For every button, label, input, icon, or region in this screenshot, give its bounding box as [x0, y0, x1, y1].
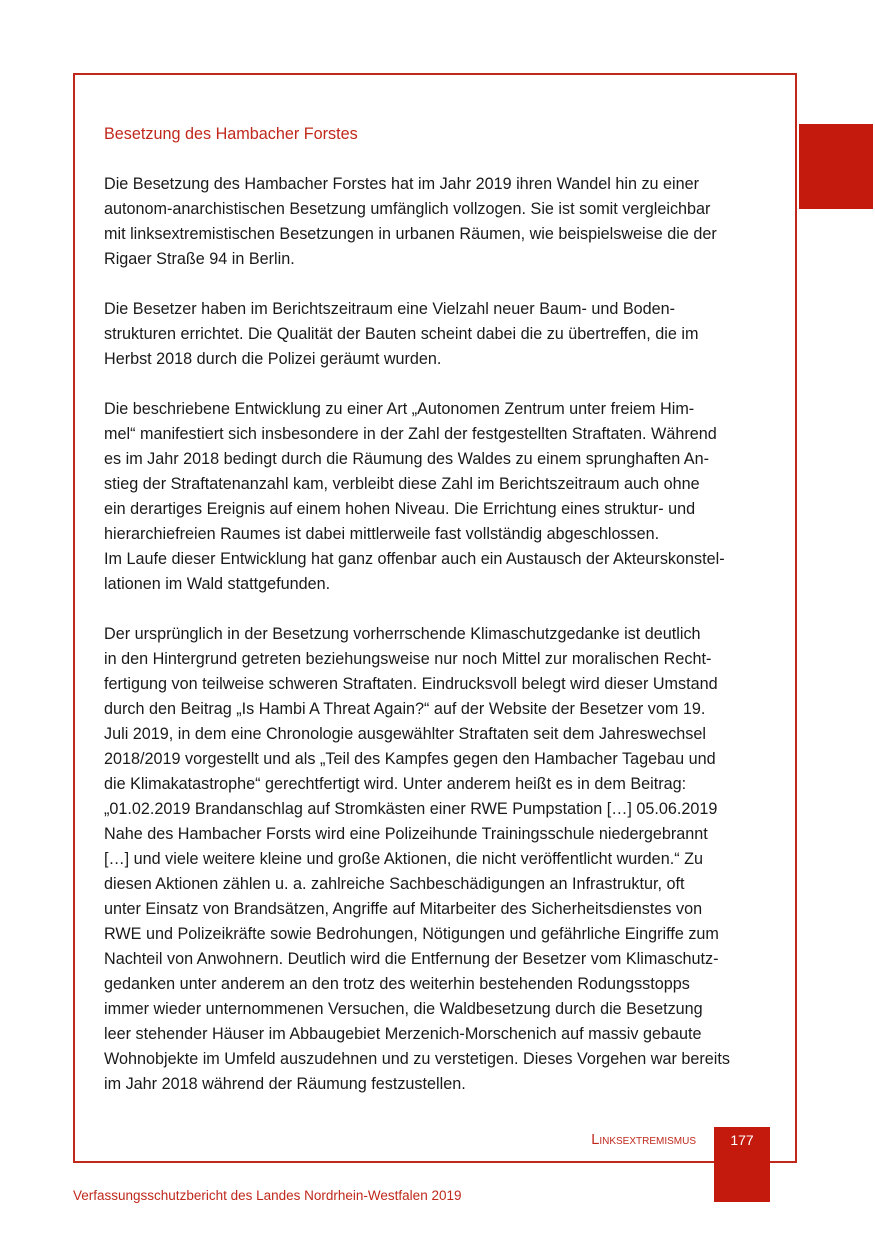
paragraph-3	[104, 397, 774, 597]
text-line: im Jahr 2018 während der Räumung festzustellen.	[104, 1075, 466, 1093]
text-line: in den Hintergrund getreten beziehungsweise nur noch Mittel zur moralischen Recht-	[104, 650, 712, 668]
paragraph-4	[104, 622, 774, 1097]
paragraph-2	[104, 297, 774, 372]
text-line: ein derartiges Ereignis auf einem hohen Niveau. Die Errichtung eines struktur- und	[104, 500, 696, 518]
text-line: strukturen errichtet. Die Qualität der Bauten scheint dabei die zu übertreffen, die im	[104, 325, 699, 343]
text-line: „01.02.2019 Brandanschlag auf Stromkästen einer RWE Pumpstation […] 05.06.2019	[104, 800, 718, 818]
text-line: fertigung von teilweise schweren Straftaten. Eindrucksvoll belegt wird dieser Umstand	[104, 675, 718, 693]
page-number: 177	[730, 1132, 754, 1148]
text-line: immer wieder unternommenen Versuchen, die Waldbesetzung durch die Besetzung	[104, 1000, 703, 1018]
main-content	[104, 122, 774, 1097]
text-line: Im Laufe dieser Entwicklung hat ganz offenbar auch ein Austausch der Akteurskonstel-	[104, 550, 725, 568]
text-line: Wohnobjekte im Umfeld auszudehnen und zu verstetigen. Dieses Vorgehen war bereits	[104, 1050, 730, 1068]
text-line: diesen Aktionen zählen u. a. zahlreiche Sachbeschädigungen an Infrastruktur, oft	[104, 875, 685, 893]
footer-section-label: Linksextremismus	[591, 1132, 696, 1148]
text-line: […] und viele weitere kleine und große Aktionen, die nicht veröffentlicht wurden.“ Zu	[104, 850, 703, 868]
text-line: stieg der Straftatenanzahl kam, verbleibt diese Zahl im Berichtszeitraum auch ohne	[104, 475, 700, 493]
text-line: hierarchiefreien Raumes ist dabei mittlerweile fast vollständig abgeschlossen.	[104, 525, 660, 543]
section-title: Besetzung des Hambacher Forstes	[104, 125, 358, 143]
text-line: Nachteil von Anwohnern. Deutlich wird die Entfernung der Besetzer vom Klimaschutz-	[104, 950, 719, 968]
text-line: mit linksextremistischen Besetzungen in urbanen Räumen, wie beispielsweise die der	[104, 225, 717, 243]
text-line: Nahe des Hambacher Forsts wird eine Polizeihunde Trainingsschule niedergebrannt	[104, 825, 708, 843]
text-line: lationen im Wald stattgefunden.	[104, 575, 331, 593]
text-line: Rigaer Straße 94 in Berlin.	[104, 250, 295, 268]
text-line: mel“ manifestiert sich insbesondere in der Zahl der festgestellten Straftaten. Während	[104, 425, 717, 443]
text-line: Juli 2019, in dem eine Chronologie ausgewählter Straftaten seit dem Jahreswechsel	[104, 725, 706, 743]
text-line: Die Besetzer haben im Berichtszeitraum eine Vielzahl neuer Baum- und Boden-	[104, 300, 676, 318]
text-line: autonom-anarchistischen Besetzung umfänglich vollzogen. Sie ist somit vergleichbar	[104, 200, 711, 218]
paragraph-1	[104, 172, 774, 272]
text-line: 2018/2019 vorgestellt und als „Teil des Kampfes gegen den Hambacher Tagebau und	[104, 750, 716, 768]
text-line: RWE und Polizeikräfte sowie Bedrohungen, Nötigungen und gefährliche Eingriffe zum	[104, 925, 719, 943]
text-line: durch den Beitrag „Is Hambi A Threat Again?“ auf der Website der Besetzer vom 19.	[104, 700, 706, 718]
text-line: gedanken unter anderem an den trotz des weiterhin bestehenden Rodungsstopps	[104, 975, 690, 993]
text-line: leer stehender Häuser im Abbaugebiet Merzenich-Morschenich auf massiv gebaute	[104, 1025, 702, 1043]
text-line: Die Besetzung des Hambacher Forstes hat im Jahr 2019 ihren Wandel hin zu einer	[104, 175, 700, 193]
text-line: es im Jahr 2018 bedingt durch die Räumung des Waldes zu einem sprunghaften An-	[104, 450, 709, 468]
text-line: Die beschriebene Entwicklung zu einer Art „Autonomen Zentrum unter freiem Him-	[104, 400, 695, 418]
publication-credit: Verfassungsschutzbericht des Landes Nordrhein-Westfalen 2019	[73, 1188, 462, 1203]
text-line: Der ursprünglich in der Besetzung vorherrschende Klimaschutzgedanke ist deutlich	[104, 625, 701, 643]
chapter-tab-marker	[799, 124, 873, 209]
text-line: die Klimakatastrophe“ gerechtfertigt wird. Unter anderem heißt es in dem Beitrag:	[104, 775, 687, 793]
text-line: Herbst 2018 durch die Polizei geräumt wurden.	[104, 350, 442, 368]
text-line: unter Einsatz von Brandsätzen, Angriffe auf Mitarbeiter des Sicherheitsdienstes von	[104, 900, 703, 918]
